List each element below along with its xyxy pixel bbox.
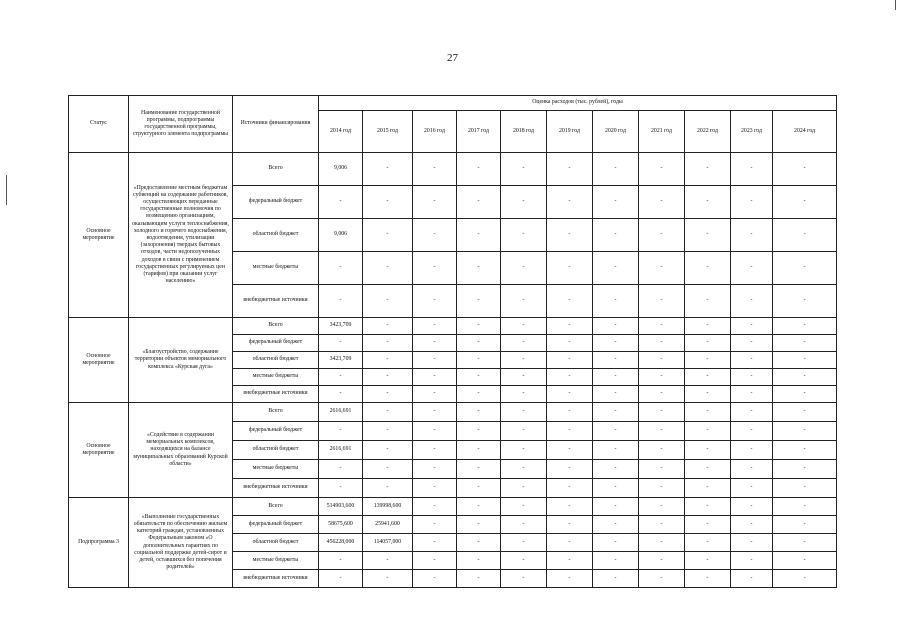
value-cell: - (773, 516, 837, 534)
value-cell: - (773, 252, 837, 285)
value-cell: - (773, 570, 837, 588)
value-cell: - (413, 403, 457, 422)
value-cell: - (363, 352, 413, 369)
value-cell: - (685, 352, 731, 369)
value-cell: - (457, 460, 501, 479)
value-cell: - (457, 386, 501, 403)
status-cell: Основное мероприятие (69, 318, 129, 403)
value-cell: - (593, 219, 639, 252)
value-cell: - (773, 186, 837, 219)
value-cell: - (501, 186, 547, 219)
value-cell: - (363, 403, 413, 422)
value-cell: 9,006 (319, 153, 363, 186)
source-cell: внебюджетные источники (233, 285, 319, 318)
value-cell: 139998,600 (363, 498, 413, 516)
value-cell: - (501, 552, 547, 570)
value-cell: - (457, 534, 501, 552)
value-cell: - (319, 335, 363, 352)
value-cell: - (501, 570, 547, 588)
value-cell: - (413, 460, 457, 479)
header-status: Статус (69, 96, 129, 153)
value-cell: - (731, 352, 773, 369)
value-cell: - (457, 219, 501, 252)
value-cell: - (731, 403, 773, 422)
value-cell: - (413, 369, 457, 386)
value-cell: - (457, 479, 501, 498)
value-cell: - (547, 153, 593, 186)
value-cell: - (363, 186, 413, 219)
value-cell: 58675,600 (319, 516, 363, 534)
value-cell: - (685, 534, 731, 552)
value-cell: - (547, 318, 593, 335)
source-cell: местные бюджеты (233, 252, 319, 285)
table-row (69, 498, 837, 516)
value-cell: - (639, 422, 685, 441)
value-cell: 456228,000 (319, 534, 363, 552)
value-cell: - (593, 552, 639, 570)
value-cell: - (773, 153, 837, 186)
source-cell: областной бюджет (233, 441, 319, 460)
value-cell: - (501, 403, 547, 422)
value-cell: - (731, 386, 773, 403)
value-cell: - (593, 534, 639, 552)
header-sources: Источники финансирования (233, 96, 319, 153)
value-cell: - (731, 186, 773, 219)
value-cell: - (501, 422, 547, 441)
value-cell: - (773, 552, 837, 570)
value-cell: - (363, 285, 413, 318)
value-cell: - (501, 369, 547, 386)
value-cell: - (547, 498, 593, 516)
value-cell: - (413, 335, 457, 352)
value-cell: 114057,000 (363, 534, 413, 552)
value-cell: - (457, 186, 501, 219)
value-cell: - (685, 460, 731, 479)
value-cell: - (501, 534, 547, 552)
table-header (69, 96, 837, 153)
value-cell: - (639, 318, 685, 335)
value-cell: - (363, 552, 413, 570)
source-cell: областной бюджет (233, 219, 319, 252)
value-cell: - (685, 219, 731, 252)
scan-margin-mark (6, 175, 7, 205)
table-row (69, 318, 837, 335)
value-cell: 3423,709 (319, 318, 363, 335)
value-cell: - (639, 386, 685, 403)
value-cell: - (457, 422, 501, 441)
value-cell: - (685, 369, 731, 386)
value-cell: - (639, 352, 685, 369)
value-cell: - (685, 479, 731, 498)
source-cell: областной бюджет (233, 534, 319, 552)
value-cell: - (319, 570, 363, 588)
value-cell: - (319, 386, 363, 403)
source-cell: местные бюджеты (233, 552, 319, 570)
value-cell: - (731, 516, 773, 534)
value-cell: - (593, 285, 639, 318)
header-year: 2021 год (639, 111, 685, 153)
value-cell: - (363, 570, 413, 588)
value-cell: - (593, 403, 639, 422)
value-cell: - (547, 219, 593, 252)
value-cell: - (413, 479, 457, 498)
value-cell: - (501, 153, 547, 186)
value-cell: - (685, 552, 731, 570)
value-cell: - (501, 386, 547, 403)
value-cell: - (731, 219, 773, 252)
value-cell: - (501, 479, 547, 498)
value-cell: - (501, 516, 547, 534)
value-cell: - (501, 285, 547, 318)
value-cell: - (731, 570, 773, 588)
value-cell: - (363, 252, 413, 285)
value-cell: - (639, 516, 685, 534)
value-cell: 514903,600 (319, 498, 363, 516)
value-cell: - (685, 386, 731, 403)
value-cell: - (731, 534, 773, 552)
value-cell: - (547, 386, 593, 403)
scan-margin-mark (895, 0, 896, 10)
value-cell: - (639, 285, 685, 318)
value-cell: - (593, 186, 639, 219)
value-cell: - (363, 318, 413, 335)
value-cell: - (593, 386, 639, 403)
header-estimate: Оценка расходов (тыс. рублей), годы (319, 96, 837, 111)
value-cell: - (319, 422, 363, 441)
value-cell: - (457, 552, 501, 570)
value-cell: - (685, 335, 731, 352)
status-cell: Основное мероприятие (69, 153, 129, 318)
value-cell: - (457, 352, 501, 369)
value-cell: - (547, 534, 593, 552)
source-cell: федеральный бюджет (233, 516, 319, 534)
value-cell: - (639, 498, 685, 516)
value-cell: - (501, 460, 547, 479)
value-cell: - (547, 441, 593, 460)
status-cell: Основное мероприятие (69, 403, 129, 498)
program-name-cell: «Благоустройство, содержание территории объектов мемориального комплекса «Курская дуга» (129, 318, 233, 403)
value-cell: - (731, 153, 773, 186)
value-cell: - (639, 219, 685, 252)
header-year: 2018 год (501, 111, 547, 153)
value-cell: - (639, 186, 685, 219)
header-year: 2016 год (413, 111, 457, 153)
value-cell: - (773, 285, 837, 318)
source-cell: местные бюджеты (233, 369, 319, 386)
source-cell: внебюджетные источники (233, 570, 319, 588)
value-cell: - (547, 352, 593, 369)
value-cell: - (685, 318, 731, 335)
value-cell: - (319, 479, 363, 498)
financing-table (68, 95, 837, 588)
value-cell: - (413, 285, 457, 318)
value-cell: - (363, 422, 413, 441)
value-cell: - (547, 285, 593, 318)
source-cell: Всего (233, 403, 319, 422)
program-name-cell: «Выполнение государственных обязательств по обеспечению жильем категорий граждан, установленных Федеральным законом «О дополнительных гарантиях по социальной поддержке детей-сирот и детей, оставшихся без попечения родителей» (129, 498, 233, 588)
value-cell: - (639, 335, 685, 352)
value-cell: - (731, 422, 773, 441)
value-cell: - (639, 403, 685, 422)
value-cell: - (731, 369, 773, 386)
value-cell: - (457, 498, 501, 516)
header-year: 2024 год (773, 111, 837, 153)
value-cell: - (685, 498, 731, 516)
value-cell: - (773, 460, 837, 479)
source-cell: внебюджетные источники (233, 479, 319, 498)
value-cell: - (593, 460, 639, 479)
value-cell: 25941,600 (363, 516, 413, 534)
value-cell: - (685, 441, 731, 460)
header-year: 2014 год (319, 111, 363, 153)
value-cell: - (501, 352, 547, 369)
value-cell: - (501, 252, 547, 285)
value-cell: - (639, 479, 685, 498)
table-row (69, 153, 837, 186)
value-cell: - (731, 252, 773, 285)
value-cell: - (501, 498, 547, 516)
source-cell: Всего (233, 318, 319, 335)
value-cell: - (593, 441, 639, 460)
value-cell: - (593, 252, 639, 285)
program-name-cell: «Содействие в содержании мемориальных комплексов, находящихся на балансе муниципальных образований Курской области» (129, 403, 233, 498)
value-cell: - (319, 552, 363, 570)
header-year: 2017 год (457, 111, 501, 153)
status-cell: Подпрограмма 3 (69, 498, 129, 588)
value-cell: - (547, 422, 593, 441)
value-cell: 2616,691 (319, 441, 363, 460)
source-cell: федеральный бюджет (233, 186, 319, 219)
value-cell: - (457, 570, 501, 588)
source-cell: местные бюджеты (233, 460, 319, 479)
value-cell: - (685, 252, 731, 285)
value-cell: - (547, 516, 593, 534)
value-cell: - (457, 153, 501, 186)
value-cell: - (319, 186, 363, 219)
value-cell: - (457, 285, 501, 318)
value-cell: - (547, 403, 593, 422)
value-cell: 2616,691 (319, 403, 363, 422)
value-cell: - (363, 335, 413, 352)
value-cell: - (685, 422, 731, 441)
source-cell: внебюджетные источники (233, 386, 319, 403)
value-cell: - (457, 252, 501, 285)
value-cell: - (547, 369, 593, 386)
value-cell: - (593, 335, 639, 352)
value-cell: - (773, 318, 837, 335)
value-cell: - (731, 318, 773, 335)
header-year: 2022 год (685, 111, 731, 153)
value-cell: - (319, 252, 363, 285)
value-cell: - (593, 153, 639, 186)
value-cell: - (363, 479, 413, 498)
value-cell: - (593, 498, 639, 516)
value-cell: - (457, 369, 501, 386)
value-cell: - (413, 219, 457, 252)
value-cell: - (413, 318, 457, 335)
value-cell: - (363, 386, 413, 403)
value-cell: - (501, 335, 547, 352)
value-cell: - (639, 534, 685, 552)
value-cell: - (639, 460, 685, 479)
value-cell: - (413, 386, 457, 403)
value-cell: - (413, 516, 457, 534)
value-cell: - (363, 460, 413, 479)
table-row (69, 403, 837, 422)
header-year: 2019 год (547, 111, 593, 153)
value-cell: - (363, 219, 413, 252)
value-cell: - (773, 403, 837, 422)
value-cell: - (413, 441, 457, 460)
value-cell: - (457, 441, 501, 460)
value-cell: - (593, 352, 639, 369)
value-cell: - (593, 570, 639, 588)
value-cell: - (731, 441, 773, 460)
value-cell: - (501, 318, 547, 335)
value-cell: - (457, 335, 501, 352)
value-cell: - (363, 153, 413, 186)
value-cell: - (413, 186, 457, 219)
value-cell: - (773, 441, 837, 460)
value-cell: - (457, 516, 501, 534)
value-cell: - (547, 460, 593, 479)
value-cell: - (773, 369, 837, 386)
value-cell: - (639, 369, 685, 386)
value-cell: - (639, 153, 685, 186)
value-cell: - (773, 422, 837, 441)
value-cell: - (413, 570, 457, 588)
value-cell: - (731, 460, 773, 479)
source-cell: Всего (233, 498, 319, 516)
value-cell: - (685, 285, 731, 318)
page-number: 27 (447, 52, 458, 64)
value-cell: - (547, 186, 593, 219)
value-cell: - (547, 335, 593, 352)
value-cell: - (685, 153, 731, 186)
value-cell: - (501, 441, 547, 460)
value-cell: - (731, 479, 773, 498)
header-program-name: Наименование государственной программы, подпрограммы государственной программы, структурного элемента подпрограммы (129, 96, 233, 153)
value-cell: - (413, 153, 457, 186)
value-cell: - (547, 479, 593, 498)
value-cell: - (731, 498, 773, 516)
value-cell: - (593, 516, 639, 534)
value-cell: - (773, 219, 837, 252)
value-cell: - (319, 369, 363, 386)
value-cell: - (593, 369, 639, 386)
value-cell: - (547, 252, 593, 285)
value-cell: - (413, 252, 457, 285)
value-cell: - (319, 285, 363, 318)
value-cell: - (773, 479, 837, 498)
value-cell: - (639, 570, 685, 588)
value-cell: 9,006 (319, 219, 363, 252)
value-cell: - (363, 369, 413, 386)
value-cell: - (731, 285, 773, 318)
value-cell: - (413, 352, 457, 369)
value-cell: 3423,709 (319, 352, 363, 369)
value-cell: - (685, 570, 731, 588)
table-body (69, 153, 837, 588)
value-cell: - (639, 441, 685, 460)
source-cell: Всего (233, 153, 319, 186)
value-cell: - (731, 552, 773, 570)
value-cell: - (685, 186, 731, 219)
value-cell: - (639, 252, 685, 285)
value-cell: - (685, 403, 731, 422)
value-cell: - (773, 352, 837, 369)
value-cell: - (363, 441, 413, 460)
value-cell: - (413, 552, 457, 570)
value-cell: - (547, 552, 593, 570)
value-cell: - (501, 219, 547, 252)
source-cell: областной бюджет (233, 352, 319, 369)
program-name-cell: «Предоставление местным бюджетам субвенций на содержание работников, осуществляющих переданные государственные полномочия по возмещению организациям, оказывающим услуги теплоснабжения, холодного и горячего водоснабжения, водоотведения, утилизации (захоронения) твердых бытовых отходов, части недополученных доходов в связи с применением государственных регулируемых цен (тарифов) при оказании услуг населению» (129, 153, 233, 318)
value-cell: - (413, 534, 457, 552)
value-cell: - (593, 422, 639, 441)
source-cell: федеральный бюджет (233, 422, 319, 441)
value-cell: - (773, 498, 837, 516)
value-cell: - (773, 386, 837, 403)
value-cell: - (773, 534, 837, 552)
value-cell: - (457, 403, 501, 422)
value-cell: - (457, 318, 501, 335)
value-cell: - (319, 460, 363, 479)
value-cell: - (547, 570, 593, 588)
header-year: 2023 год (731, 111, 773, 153)
header-year: 2020 год (593, 111, 639, 153)
source-cell: федеральный бюджет (233, 335, 319, 352)
value-cell: - (731, 335, 773, 352)
value-cell: - (773, 335, 837, 352)
value-cell: - (413, 498, 457, 516)
value-cell: - (639, 552, 685, 570)
value-cell: - (593, 318, 639, 335)
value-cell: - (593, 479, 639, 498)
value-cell: - (413, 422, 457, 441)
value-cell: - (685, 516, 731, 534)
header-year: 2015 год (363, 111, 413, 153)
